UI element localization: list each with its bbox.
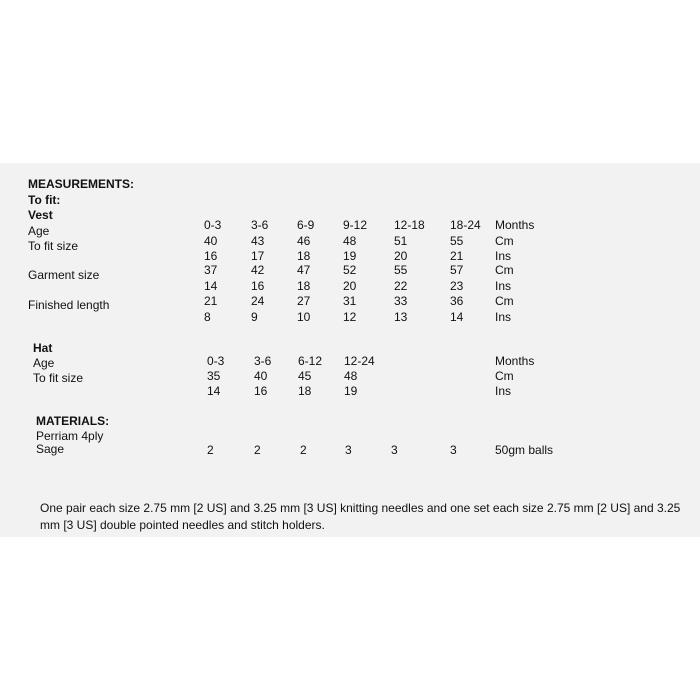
materials-colour-label: Sage <box>36 442 65 456</box>
materials-colour-value: 2 <box>300 443 307 457</box>
hat-age-label: Age <box>33 356 55 370</box>
vest-to-fit-cm-value: 43 <box>251 234 265 248</box>
hat-to-fit-in-value: 16 <box>254 384 268 398</box>
hat-to-fit-cm-value: 40 <box>254 369 268 383</box>
vest-garment-in-unit: Ins <box>495 279 512 293</box>
needles-text: One pair each size 2.75 mm [2 US] and 3.25 mm [3 US] knitting needles and one set each size 2.75 mm [2 US] and 3.25 mm [3 US] double pointed needles and stitch holders. <box>40 501 681 532</box>
hat-to-fit-cm-value: 48 <box>344 369 358 383</box>
vest-length-in-value: 13 <box>394 310 408 324</box>
hat-age-value: 12-24 <box>344 354 375 368</box>
hat-to-fit-in-value: 19 <box>344 384 358 398</box>
vest-garment-cm-value: 55 <box>394 263 408 277</box>
hat-to-fit-cm-value: 45 <box>298 369 312 383</box>
hat-age-value: 6-12 <box>298 354 323 368</box>
vest-to-fit-cm-value: 46 <box>297 234 311 248</box>
vest-length-cm-unit: Cm <box>495 294 514 308</box>
vest-to-fit-in-value: 17 <box>251 249 265 263</box>
vest-age-value: 0-3 <box>204 218 222 232</box>
vest-length-in-value: 9 <box>251 310 258 324</box>
hat-to-fit-in-value: 18 <box>298 384 312 398</box>
vest-length-in-unit: Ins <box>495 310 512 324</box>
vest-length-cm-value: 27 <box>297 294 311 308</box>
vest-length-cm-value: 24 <box>251 294 265 308</box>
vest-age-label: Age <box>28 224 50 238</box>
materials-colour-value: 2 <box>207 443 214 457</box>
materials-colour-value: 3 <box>345 443 352 457</box>
to-fit-heading: To fit: <box>28 193 61 207</box>
hat-to-fit-cm-value: 35 <box>207 369 221 383</box>
materials-colour-value: 2 <box>254 443 261 457</box>
vest-to-fit-in-value: 21 <box>450 249 464 263</box>
vest-to-fit-cm-unit: Cm <box>495 234 514 248</box>
vest-garment-in-value: 20 <box>343 279 357 293</box>
hat-to-fit-in-value: 14 <box>207 384 221 398</box>
vest-to-fit-in-unit: Ins <box>495 249 512 263</box>
vest-length-in-value: 8 <box>204 310 211 324</box>
vest-to-fit-cm-value: 51 <box>394 234 408 248</box>
vest-to-fit-in-value: 16 <box>204 249 218 263</box>
measurements-heading: MEASUREMENTS: <box>28 177 135 191</box>
materials-colour-unit: 50gm balls <box>495 443 554 457</box>
vest-garment-in-value: 16 <box>251 279 265 293</box>
vest-heading: Vest <box>28 208 53 222</box>
vest-garment-cm-value: 47 <box>297 263 311 277</box>
materials-heading: MATERIALS: <box>36 414 110 428</box>
vest-garment-label: Garment size <box>28 268 100 282</box>
vest-garment-cm-value: 52 <box>343 263 357 277</box>
hat-heading: Hat <box>33 341 53 355</box>
materials-colour-value: 3 <box>391 443 398 457</box>
vest-garment-cm-unit: Cm <box>495 263 514 277</box>
vest-to-fit-in-value: 19 <box>343 249 357 263</box>
vest-garment-in-value: 22 <box>394 279 408 293</box>
vest-to-fit-cm-value: 55 <box>450 234 464 248</box>
vest-age-unit: Months <box>495 218 535 232</box>
hat-to-fit-in-unit: Ins <box>495 384 512 398</box>
vest-length-label: Finished length <box>28 298 110 312</box>
vest-length-in-value: 14 <box>450 310 464 324</box>
vest-garment-cm-value: 42 <box>251 263 265 277</box>
vest-length-cm-value: 31 <box>343 294 357 308</box>
vest-to-fit-in-value: 18 <box>297 249 311 263</box>
vest-to-fit-cm-value: 40 <box>204 234 218 248</box>
vest-garment-cm-value: 37 <box>204 263 218 277</box>
vest-garment-in-value: 23 <box>450 279 464 293</box>
vest-length-cm-value: 36 <box>450 294 464 308</box>
vest-length-in-value: 10 <box>297 310 311 324</box>
hat-to-fit-cm-unit: Cm <box>495 369 514 383</box>
vest-garment-in-value: 14 <box>204 279 218 293</box>
vest-age-value: 18-24 <box>450 218 481 232</box>
vest-age-value: 12-18 <box>394 218 425 232</box>
hat-age-value: 0-3 <box>207 354 225 368</box>
vest-length-cm-value: 21 <box>204 294 218 308</box>
vest-to-fit-label: To fit size <box>28 239 79 253</box>
vest-age-value: 9-12 <box>343 218 368 232</box>
materials-yarn: Perriam 4ply <box>36 429 104 443</box>
vest-to-fit-cm-value: 48 <box>343 234 357 248</box>
hat-age-value: 3-6 <box>254 354 272 368</box>
hat-to-fit-label: To fit size <box>33 371 84 385</box>
hat-age-unit: Months <box>495 354 535 368</box>
vest-length-cm-value: 33 <box>394 294 408 308</box>
vest-garment-cm-value: 57 <box>450 263 464 277</box>
vest-garment-in-value: 18 <box>297 279 311 293</box>
materials-colour-value: 3 <box>450 443 457 457</box>
vest-length-in-value: 12 <box>343 310 357 324</box>
vest-age-value: 6-9 <box>297 218 315 232</box>
vest-age-value: 3-6 <box>251 218 269 232</box>
vest-to-fit-in-value: 20 <box>394 249 408 263</box>
